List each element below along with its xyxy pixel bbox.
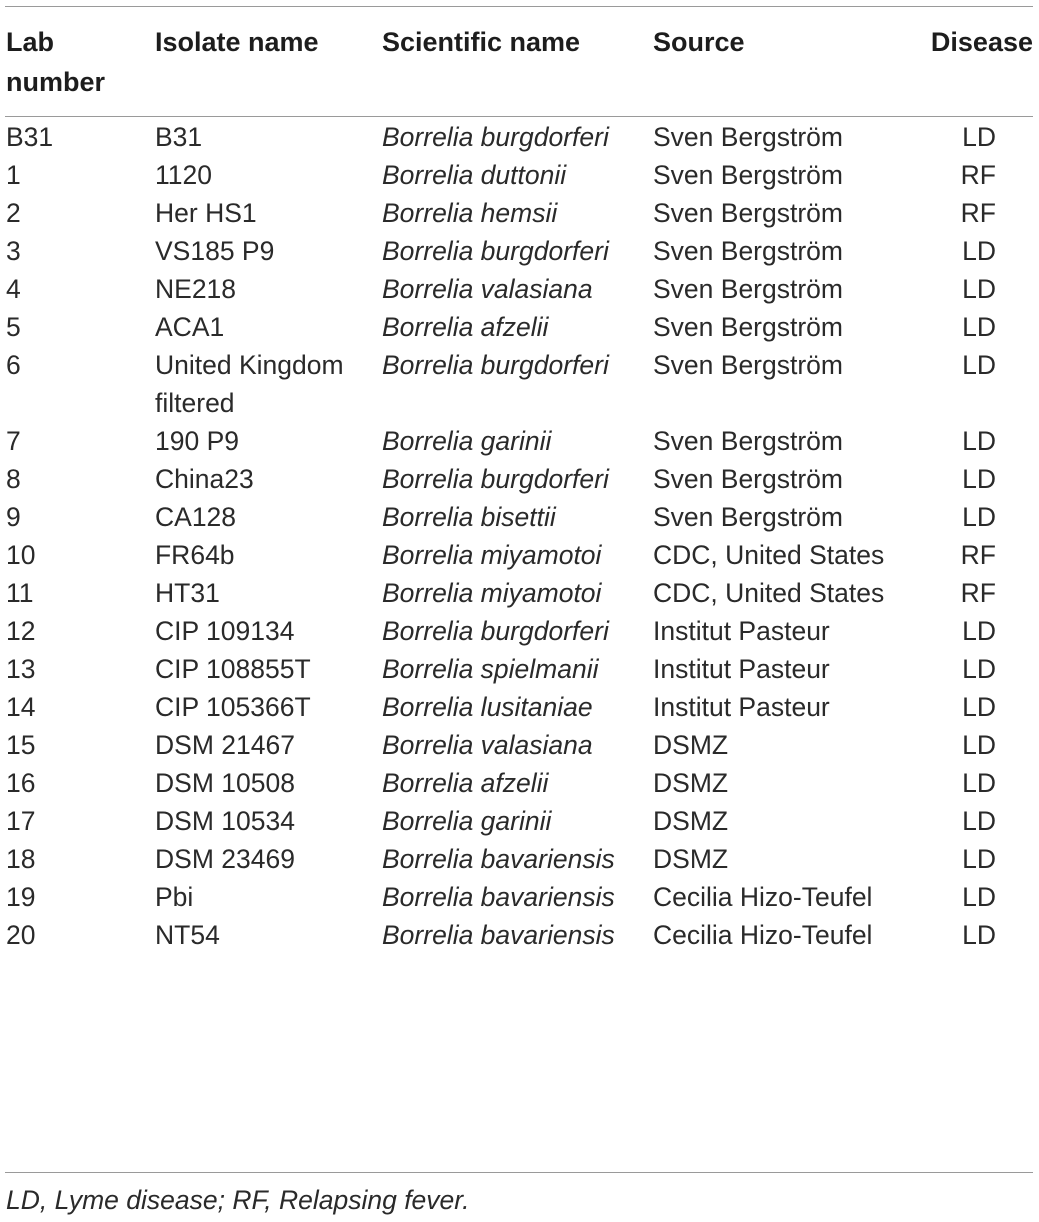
cell-isolate-name: China23 [155, 464, 254, 494]
cell-lab-number: 4 [6, 274, 21, 304]
cell-disease: LD [962, 464, 996, 494]
header-scientific-name: Scientific name [382, 27, 581, 57]
cell-isolate-name: CIP 105366T [155, 692, 311, 722]
bottom-rule [5, 1172, 1033, 1173]
cell-lab-number: 13 [6, 654, 36, 684]
table-body [0, 102, 1039, 954]
cell-lab-number: 7 [6, 426, 21, 456]
cell-disease: LD [962, 920, 996, 950]
cell-scientific-name: Borrelia afzelii [382, 312, 549, 342]
header-isolate-name: Isolate name [155, 27, 319, 57]
table-row [0, 916, 1039, 954]
cell-source: Sven Bergström [653, 236, 843, 266]
cell-scientific-name: Borrelia duttonii [382, 160, 567, 190]
cell-disease: LD [962, 274, 996, 304]
table-row [0, 270, 1039, 308]
cell-disease: LD [962, 236, 996, 266]
cell-lab-number: 3 [6, 236, 21, 266]
cell-scientific-name: Borrelia burgdorferi [382, 464, 609, 494]
table-row [0, 574, 1039, 612]
cell-disease: LD [962, 692, 996, 722]
cell-scientific-name: Borrelia bisettii [382, 502, 556, 532]
cell-disease: LD [962, 350, 996, 380]
cell-source: Institut Pasteur [653, 654, 830, 684]
cell-disease: RF [960, 160, 996, 190]
table-row [0, 460, 1039, 498]
cell-source: Sven Bergström [653, 160, 843, 190]
cell-scientific-name: Borrelia burgdorferi [382, 122, 609, 152]
table-footnote: LD, Lyme disease; RF, Relapsing fever. [6, 1185, 470, 1215]
table-row [0, 650, 1039, 688]
cell-source: CDC, United States [653, 540, 885, 570]
cell-isolate-name: VS185 P9 [155, 236, 275, 266]
cell-source: Institut Pasteur [653, 616, 830, 646]
cell-lab-number: 11 [6, 578, 34, 608]
cell-disease: LD [962, 616, 996, 646]
cell-source: DSMZ [653, 768, 729, 798]
table-row [0, 878, 1039, 916]
cell-scientific-name: Borrelia burgdorferi [382, 236, 609, 266]
cell-source: DSMZ [653, 730, 729, 760]
cell-isolate-name: NT54 [155, 920, 220, 950]
cell-source: Sven Bergström [653, 198, 843, 228]
cell-disease: LD [962, 654, 996, 684]
table-row [0, 308, 1039, 346]
cell-isolate-name: ACA1 [155, 312, 225, 342]
table-row [0, 346, 1039, 422]
cell-lab-number: B31 [6, 122, 54, 152]
cell-scientific-name: Borrelia burgdorferi [382, 350, 609, 380]
cell-source: Institut Pasteur [653, 692, 830, 722]
cell-disease: LD [962, 730, 996, 760]
cell-isolate-name: 1120 [155, 160, 212, 190]
cell-source: Sven Bergström [653, 502, 843, 532]
header-lab-number: Lab number [6, 27, 106, 97]
cell-disease: LD [962, 844, 996, 874]
cell-disease: RF [960, 540, 996, 570]
cell-source: Sven Bergström [653, 350, 843, 380]
cell-lab-number: 16 [6, 768, 36, 798]
cell-scientific-name: Borrelia hemsii [382, 198, 558, 228]
cell-lab-number: 15 [6, 730, 36, 760]
cell-lab-number: 5 [6, 312, 21, 342]
cell-disease: LD [962, 882, 996, 912]
cell-isolate-name: CIP 109134 [155, 616, 295, 646]
cell-scientific-name: Borrelia bavariensis [382, 882, 615, 912]
cell-source: DSMZ [653, 806, 729, 836]
cell-scientific-name: Borrelia spielmanii [382, 654, 599, 684]
header-row [0, 0, 1039, 102]
cell-isolate-name: DSM 10534 [155, 806, 295, 836]
cell-isolate-name: NE218 [155, 274, 237, 304]
cell-isolate-name: DSM 10508 [155, 768, 295, 798]
cell-isolate-name: CIP 108855T [155, 654, 311, 684]
cell-isolate-name: 190 P9 [155, 426, 239, 456]
table-row [0, 498, 1039, 536]
table-row [0, 232, 1039, 270]
cell-scientific-name: Borrelia afzelii [382, 768, 549, 798]
cell-lab-number: 20 [6, 920, 36, 950]
cell-scientific-name: Borrelia garinii [382, 426, 552, 456]
cell-scientific-name: Borrelia miyamotoi [382, 578, 602, 608]
table-row [0, 726, 1039, 764]
header-source: Source [653, 27, 745, 57]
cell-scientific-name: Borrelia miyamotoi [382, 540, 602, 570]
cell-isolate-name: Her HS1 [155, 198, 257, 228]
cell-source: DSMZ [653, 844, 729, 874]
cell-disease: LD [962, 768, 996, 798]
cell-disease: RF [960, 198, 996, 228]
cell-source: Sven Bergström [653, 464, 843, 494]
cell-disease: LD [962, 312, 996, 342]
cell-disease: LD [962, 806, 996, 836]
cell-scientific-name: Borrelia garinii [382, 806, 552, 836]
cell-lab-number: 10 [6, 540, 36, 570]
table-row [0, 194, 1039, 232]
table-row [0, 612, 1039, 650]
cell-source: CDC, United States [653, 578, 885, 608]
cell-disease: LD [962, 426, 996, 456]
cell-scientific-name: Borrelia bavariensis [382, 920, 615, 950]
header-disease: Disease [930, 27, 1033, 57]
table-row [0, 422, 1039, 460]
cell-disease: LD [962, 502, 996, 532]
cell-lab-number: 9 [6, 502, 21, 532]
cell-lab-number: 18 [6, 844, 36, 874]
cell-source: Cecilia Hizo-Teufel [653, 882, 873, 912]
cell-source: Sven Bergström [653, 274, 843, 304]
cell-lab-number: 17 [6, 806, 36, 836]
cell-disease: RF [960, 578, 996, 608]
table-row [0, 764, 1039, 802]
table-row [0, 536, 1039, 574]
table-row [0, 840, 1039, 878]
cell-disease: LD [962, 122, 996, 152]
cell-source: Sven Bergström [653, 312, 843, 342]
cell-isolate-name: DSM 23469 [155, 844, 295, 874]
cell-isolate-name: FR64b [155, 540, 235, 570]
cell-source: Sven Bergström [653, 122, 843, 152]
cell-lab-number: 6 [6, 350, 21, 380]
cell-scientific-name: Borrelia bavariensis [382, 844, 615, 874]
cell-isolate-name: United Kingdom filtered [155, 350, 344, 418]
cell-source: Cecilia Hizo-Teufel [653, 920, 873, 950]
cell-isolate-name: Pbi [155, 882, 194, 912]
cell-scientific-name: Borrelia lusitaniae [382, 692, 593, 722]
cell-isolate-name: DSM 21467 [155, 730, 295, 760]
table-row [0, 102, 1039, 156]
cell-scientific-name: Borrelia valasiana [382, 730, 593, 760]
cell-lab-number: 8 [6, 464, 21, 494]
cell-isolate-name: HT31 [155, 578, 220, 608]
cell-scientific-name: Borrelia valasiana [382, 274, 593, 304]
cell-source: Sven Bergström [653, 426, 843, 456]
cell-scientific-name: Borrelia burgdorferi [382, 616, 609, 646]
table-row [0, 802, 1039, 840]
cell-lab-number: 2 [6, 198, 21, 228]
cell-isolate-name: B31 [155, 122, 203, 152]
cell-lab-number: 19 [6, 882, 36, 912]
cell-isolate-name: CA128 [155, 502, 237, 532]
table-row [0, 688, 1039, 726]
cell-lab-number: 12 [6, 616, 36, 646]
cell-lab-number: 1 [6, 160, 21, 190]
cell-lab-number: 14 [6, 692, 36, 722]
table-row [0, 156, 1039, 194]
